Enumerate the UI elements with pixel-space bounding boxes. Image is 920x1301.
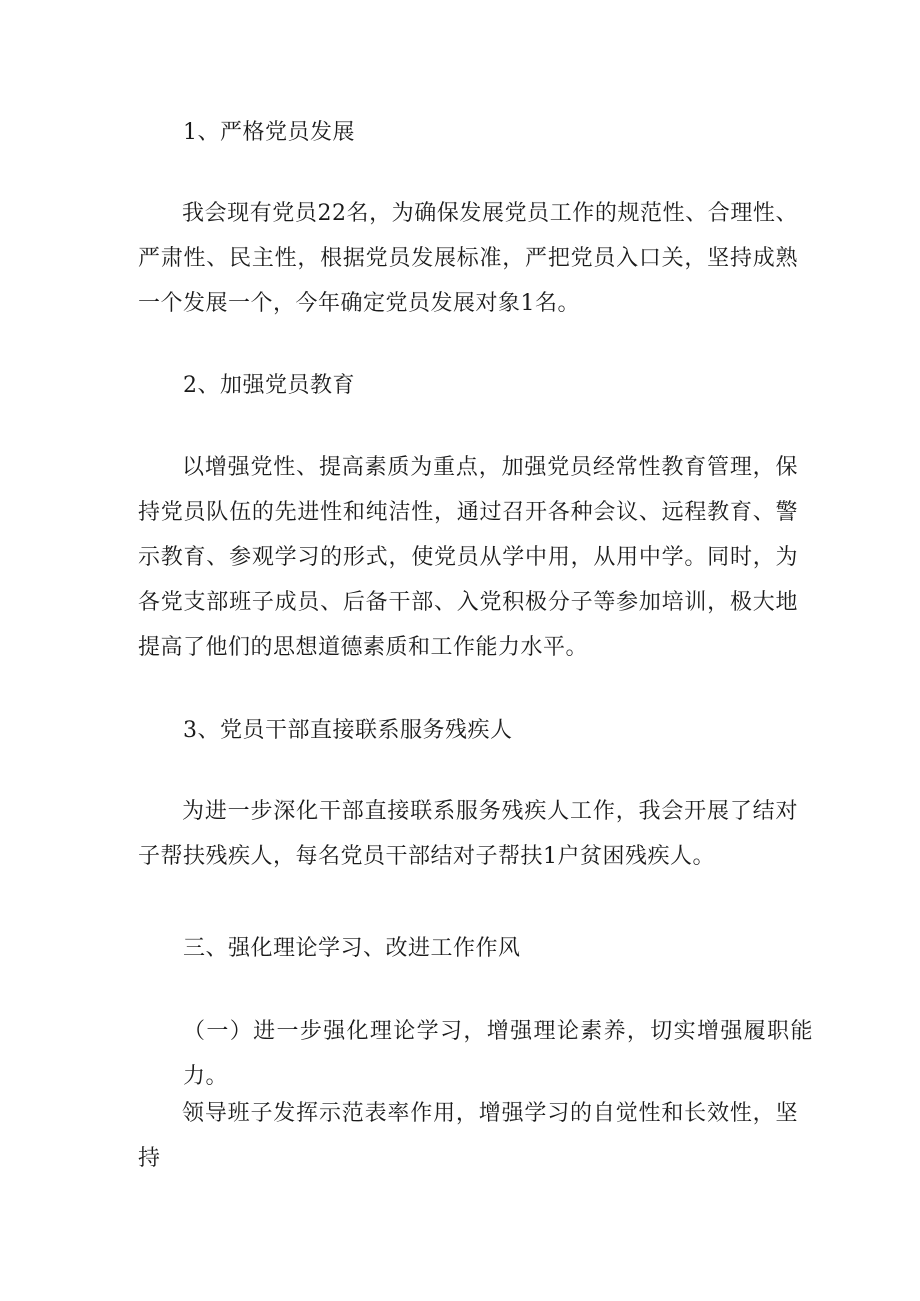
chapter-heading-theory-study: 三、强化理论学习、改进工作作风	[183, 936, 521, 961]
section-heading-party-member-education: 2、加强党员教育	[183, 373, 355, 398]
paragraph-party-member-education: 以增强党性、提高素质为重点，加强党员经常性教育管理，保持党员队伍的先进性和纯洁性，通过召开各种会议、远程教育、警示教育、参观学习的形式，使党员从学中用，从用中学。同时，为各党支部班子成员、后备干部、入党积极分子等参加培训，极大地提高了他们的思想道德素质和工作能力水平。	[138, 455, 798, 660]
section-heading-strict-party-member-development: 1、严格党员发展	[183, 120, 355, 145]
paragraph-leadership-example: 领导班子发挥示范表率作用，增强学习的自觉性和长效性，坚持	[138, 1101, 798, 1171]
paragraph-party-member-development: 我会现有党员22名，为确保发展党员工作的规范性、合理性、严肃性、民主性，根据党员发展标准，严把党员入口关，坚持成熟一个发展一个，今年确定党员发展对象1名。	[138, 201, 798, 316]
subsection-heading-strengthen-theory-study: （一）进一步强化理论学习，增强理论素养，切实增强履职能力。	[183, 1019, 813, 1089]
section-heading-cadres-contact-disabled: 3、党员干部直接联系服务残疾人	[183, 718, 513, 743]
paragraph-cadres-contact-disabled: 为进一步深化干部直接联系服务残疾人工作，我会开展了结对子帮扶残疾人，每名党员干部结对子帮扶1户贫困残疾人。	[138, 799, 798, 869]
